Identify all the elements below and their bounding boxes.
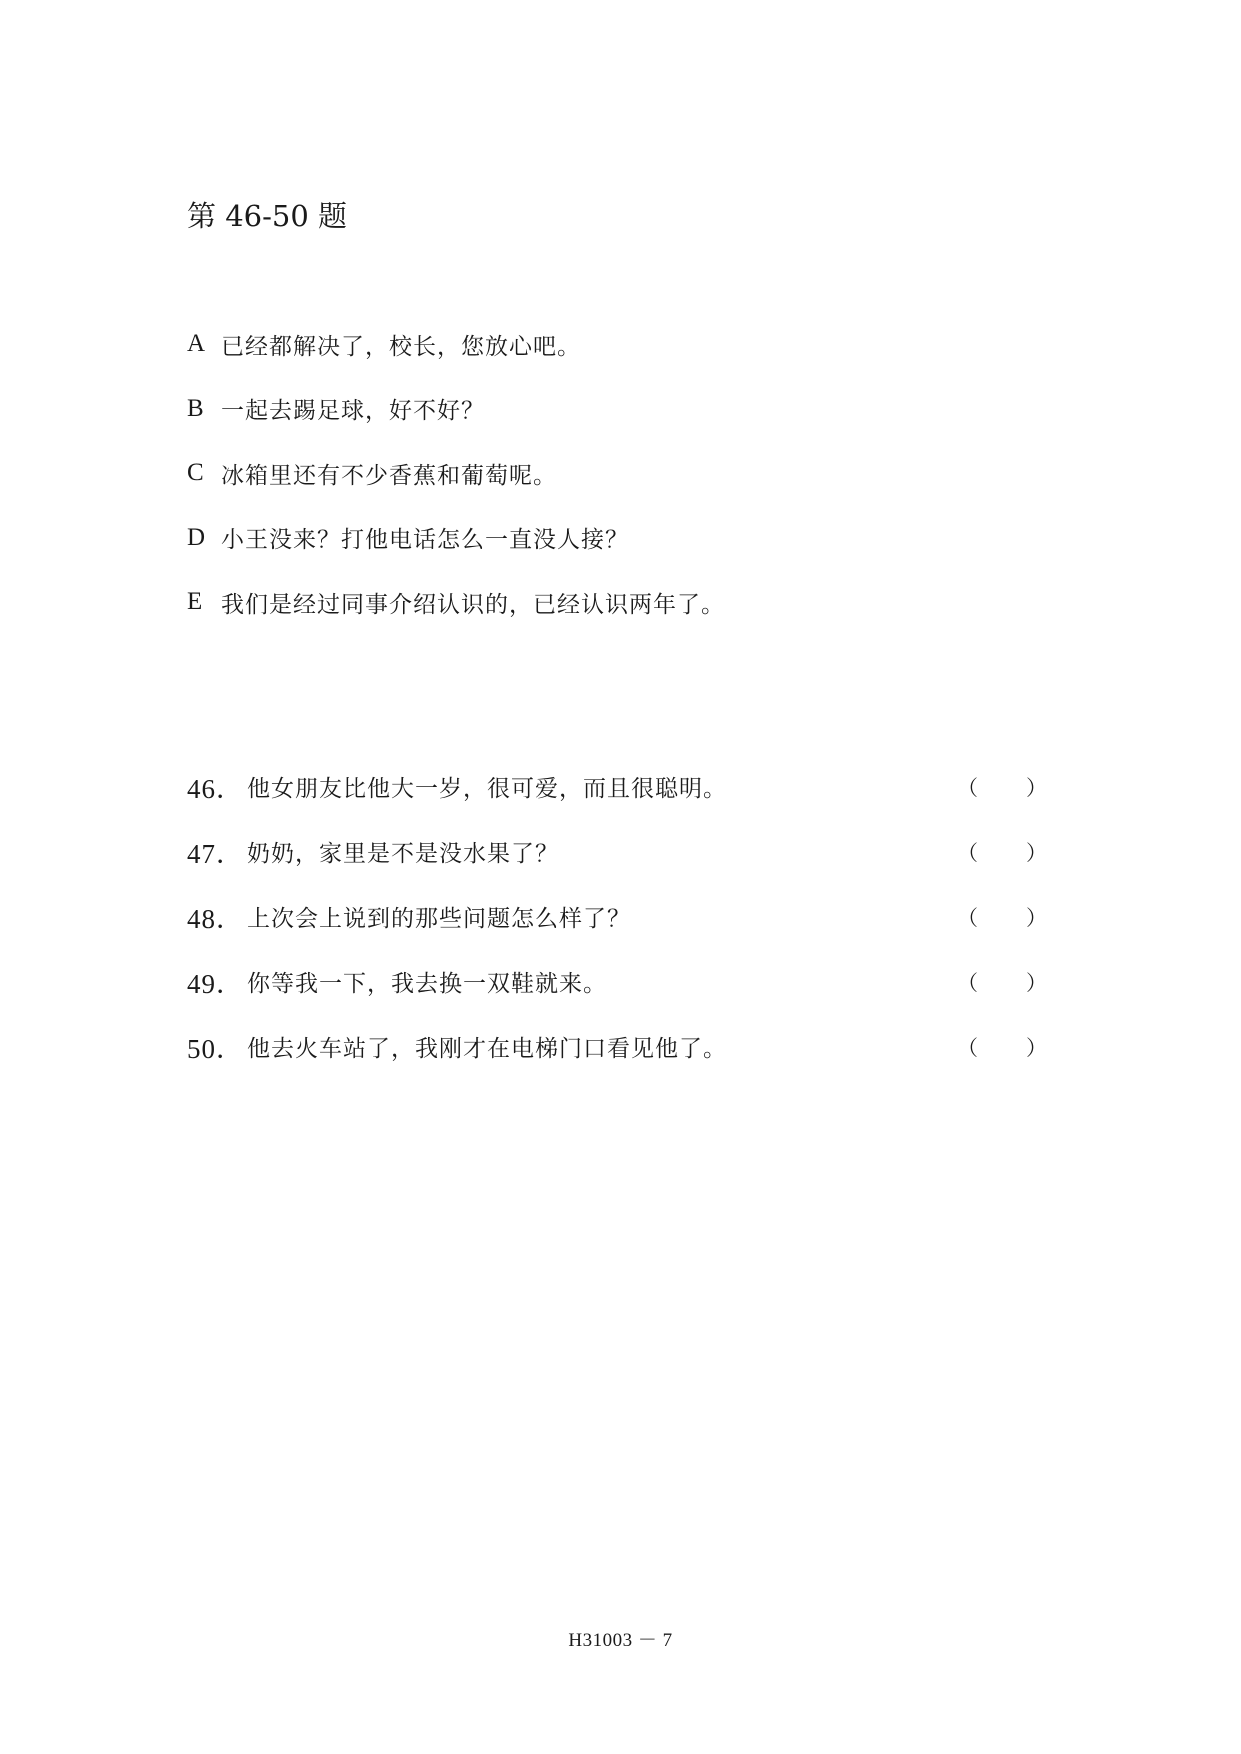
option-text: 小王没来？打他电话怎么一直没人接？ bbox=[221, 527, 629, 554]
answer-options-list bbox=[187, 312, 725, 635]
question-46 bbox=[187, 754, 1057, 819]
option-text: 已经都解决了，校长，您放心吧。 bbox=[221, 333, 581, 360]
question-48 bbox=[187, 884, 1057, 949]
question-number: 49． bbox=[187, 969, 244, 999]
option-c bbox=[187, 441, 725, 506]
answer-paren-close: ） bbox=[1026, 775, 1047, 800]
option-letter: D bbox=[187, 523, 206, 551]
answer-blank bbox=[957, 837, 1047, 867]
question-47 bbox=[187, 819, 1057, 884]
option-b bbox=[187, 377, 725, 442]
option-letter: B bbox=[187, 394, 204, 422]
answer-blank bbox=[957, 1032, 1047, 1062]
answer-paren-close: ） bbox=[1026, 905, 1047, 930]
option-letter: A bbox=[187, 330, 206, 358]
question-50 bbox=[187, 1014, 1057, 1079]
question-number: 50． bbox=[187, 1034, 244, 1064]
option-e bbox=[187, 570, 725, 635]
question-number: 47． bbox=[187, 839, 244, 869]
question-text: 他去火车站了，我刚才在电梯门口看见他了。 bbox=[247, 1036, 727, 1062]
question-49 bbox=[187, 949, 1057, 1014]
answer-paren-close: ） bbox=[1026, 840, 1047, 865]
answer-blank bbox=[957, 902, 1047, 932]
answer-blank bbox=[957, 772, 1047, 802]
answer-paren-close: ） bbox=[1026, 1035, 1047, 1060]
option-a bbox=[187, 312, 725, 377]
question-text: 你等我一下，我去换一双鞋就来。 bbox=[247, 971, 607, 997]
question-number: 46． bbox=[187, 774, 244, 804]
answer-paren-close: ） bbox=[1026, 970, 1047, 995]
question-text: 奶奶，家里是不是没水果了？ bbox=[247, 841, 559, 867]
answer-blank bbox=[957, 967, 1047, 997]
answer-paren-open: （ bbox=[957, 1035, 978, 1060]
option-text: 我们是经过同事介绍认识的，已经认识两年了。 bbox=[221, 591, 725, 618]
questions-list bbox=[187, 754, 1057, 1079]
question-number: 48． bbox=[187, 904, 244, 934]
option-text: 冰箱里还有不少香蕉和葡萄呢。 bbox=[221, 462, 557, 489]
question-text: 上次会上说到的那些问题怎么样了？ bbox=[247, 906, 631, 932]
answer-paren-open: （ bbox=[957, 840, 978, 865]
option-text: 一起去踢足球，好不好？ bbox=[221, 398, 485, 425]
answer-paren-open: （ bbox=[957, 905, 978, 930]
question-text: 他女朋友比他大一岁，很可爱，而且很聪明。 bbox=[247, 776, 727, 802]
section-title: 第 46-50 题 bbox=[187, 199, 348, 233]
page-footer: H31003 － 7 bbox=[568, 1630, 673, 1651]
option-letter: C bbox=[187, 459, 204, 487]
option-letter: E bbox=[187, 588, 203, 616]
answer-paren-open: （ bbox=[957, 970, 978, 995]
option-d bbox=[187, 506, 725, 571]
answer-paren-open: （ bbox=[957, 775, 978, 800]
